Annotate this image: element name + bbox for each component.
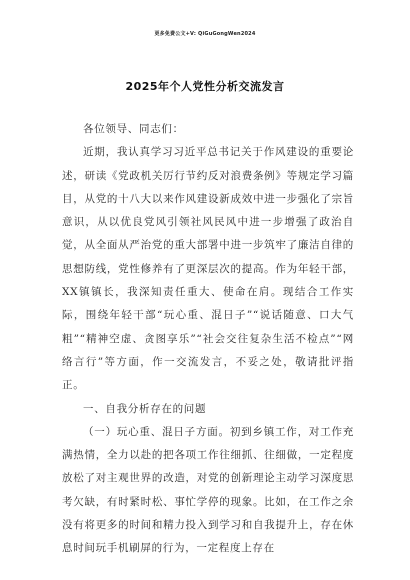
paragraph-problem-1: （一）玩心重、混日子方面。初到乡镇工作，对工作充满热情，全力以赴的把各项工作往细抓、往细做，一定程度放松了对主观世界的改造，对党的创新理论主动学习深度思考欠缺，有时紧时松、事忙学停的现象。比如，在工作之余没有将更多的时间和精力投入到学习和自我提升上，存在休息时间玩手机刷屏的行为，一定程度上存在: [62, 425, 354, 555]
document-body: [62, 118, 354, 561]
document-title: 2025年个人党性分析交流发言: [125, 80, 285, 93]
salutation: 各位领导、同志们：: [83, 123, 184, 135]
header-watermark: 更多免费公文+V: QiGuGongWen2024: [154, 31, 256, 37]
section-heading: 一、自我分析存在的问题: [83, 402, 207, 415]
paragraph-intro: 近期，我认真学习习近平总书记关于作风建设的重要论述，研读《党政机关厉行节约反对浪费条例》等规定学习篇目，从党的十八大以来作风建设新成效中进一步强化了宗旨意识，从以优良党风引领社风民风中进一步增强了政治自觉，从全面从严治党的重大部署中进一步筑牢了廉洁自律的思想防线，党性修养有了更深层次的提高。作为年轻干部，XX镇镇长，我深知责任重大、使命在肩。现结合工作实际，围绕年轻干部“玩心重、混日子”“说话随意、口大气粗”“精神空虚、贪图享乐”“社会交往复杂生活不检点”“网络言行”等方面，作一交流发言，不妥之处，敬请批评指正。: [62, 146, 354, 392]
